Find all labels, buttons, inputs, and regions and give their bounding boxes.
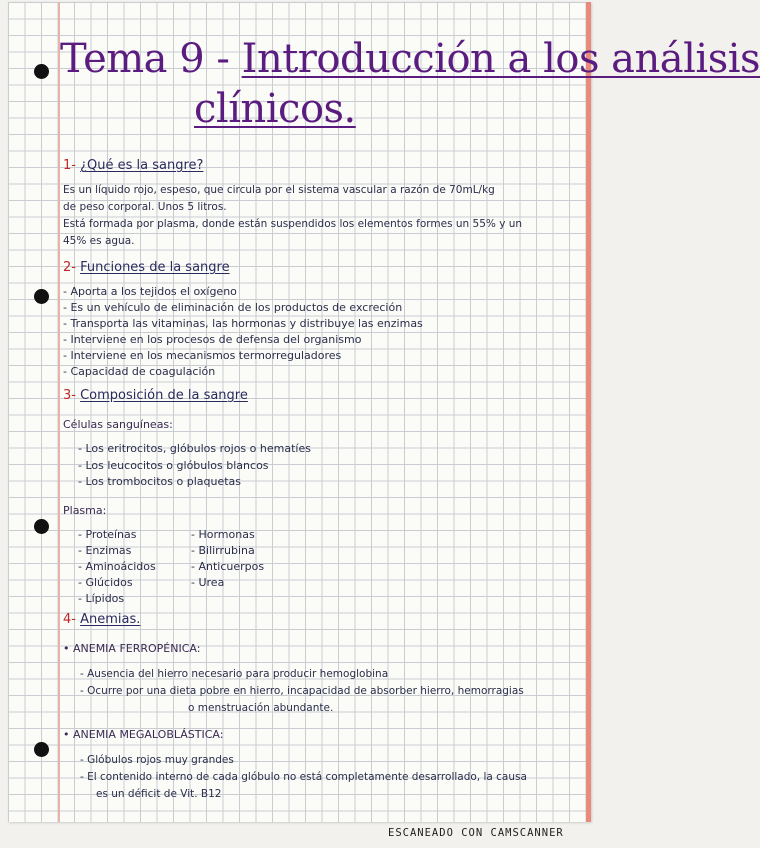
- text-line: 45% es agua.: [63, 235, 135, 247]
- page-title: [60, 36, 760, 82]
- list-item: - Ausencia del hierro necesario para producir hemoglobina: [80, 668, 389, 680]
- list-item: - El contenido interno de cada glóbulo no está completamente desarrollado, la causa: [80, 771, 527, 783]
- list-item: - Enzimas: [78, 544, 132, 557]
- list-item: - Interviene en los mecanismos termorreguladores: [63, 349, 342, 362]
- list-item: - Los trombocitos o plaquetas: [78, 475, 241, 488]
- page-title-line2: clínicos.: [194, 86, 356, 132]
- list-item: - Los eritrocitos, glóbulos rojos o hematíes: [78, 442, 311, 455]
- page-margin-line: [58, 2, 60, 822]
- list-item: - Anticuerpos: [191, 560, 265, 573]
- scanner-watermark: ESCANEADO CON CAMSCANNER: [388, 827, 564, 839]
- list-item: - Aporta a los tejidos el oxígeno: [63, 285, 237, 298]
- list-item: - Bilirrubina: [191, 544, 255, 557]
- binder-hole: [34, 742, 49, 757]
- text-line: Es un líquido rojo, espeso, que circula por el sistema vascular a razón de 70mL/kg: [63, 184, 495, 196]
- binder-hole: [34, 519, 49, 534]
- text-line: de peso corporal. Unos 5 litros.: [63, 201, 227, 213]
- list-item: - Interviene en los procesos de defensa del organismo: [63, 333, 362, 346]
- list-item: - Es un vehículo de eliminación de los productos de excreción: [63, 301, 403, 314]
- list-item: - Proteínas: [78, 528, 137, 541]
- section-heading: 2- Funciones de la sangre: [63, 260, 230, 275]
- title-prefix: Tema 9 -: [60, 36, 230, 82]
- subheading: Plasma:: [63, 504, 107, 517]
- notebook-page: [8, 2, 760, 822]
- list-item: - Lípidos: [78, 592, 125, 605]
- list-item: - Hormonas: [191, 528, 255, 541]
- section-heading: 1- ¿Qué es la sangre?: [63, 158, 204, 173]
- list-item: - Capacidad de coagulación: [63, 365, 216, 378]
- text-line: Está formada por plasma, donde están suspendidos los elementos formes un 55% y un: [63, 218, 523, 230]
- list-item: - Urea: [191, 576, 225, 589]
- list-item: - Glúcidos: [78, 576, 133, 589]
- list-item: - Aminoácidos: [78, 560, 156, 573]
- subheading: Células sanguíneas:: [63, 418, 173, 431]
- list-item: - Ocurre por una dieta pobre en hierro, incapacidad de absorber hierro, hemorragias: [80, 685, 524, 697]
- binder-hole: [34, 64, 49, 79]
- list-item: - Glóbulos rojos muy grandes: [80, 754, 234, 766]
- subheading: • ANEMIA FERROPÉNICA:: [63, 642, 201, 655]
- binder-hole: [34, 289, 49, 304]
- subheading: • ANEMIA MEGALOBLÁSTICA:: [63, 728, 224, 741]
- list-item: - Los leucocitos o glóbulos blancos: [78, 459, 269, 472]
- list-item: o menstruación abundante.: [188, 702, 334, 714]
- section-heading: 3- Composición de la sangre: [63, 388, 248, 403]
- list-item: es un déficit de Vit. B12: [96, 788, 222, 800]
- list-item: - Transporta las vitaminas, las hormonas y distribuye las enzimas: [63, 317, 423, 330]
- section-heading: 4- Anemias.: [63, 612, 141, 627]
- title-main: Introducción a los análisis: [241, 36, 760, 82]
